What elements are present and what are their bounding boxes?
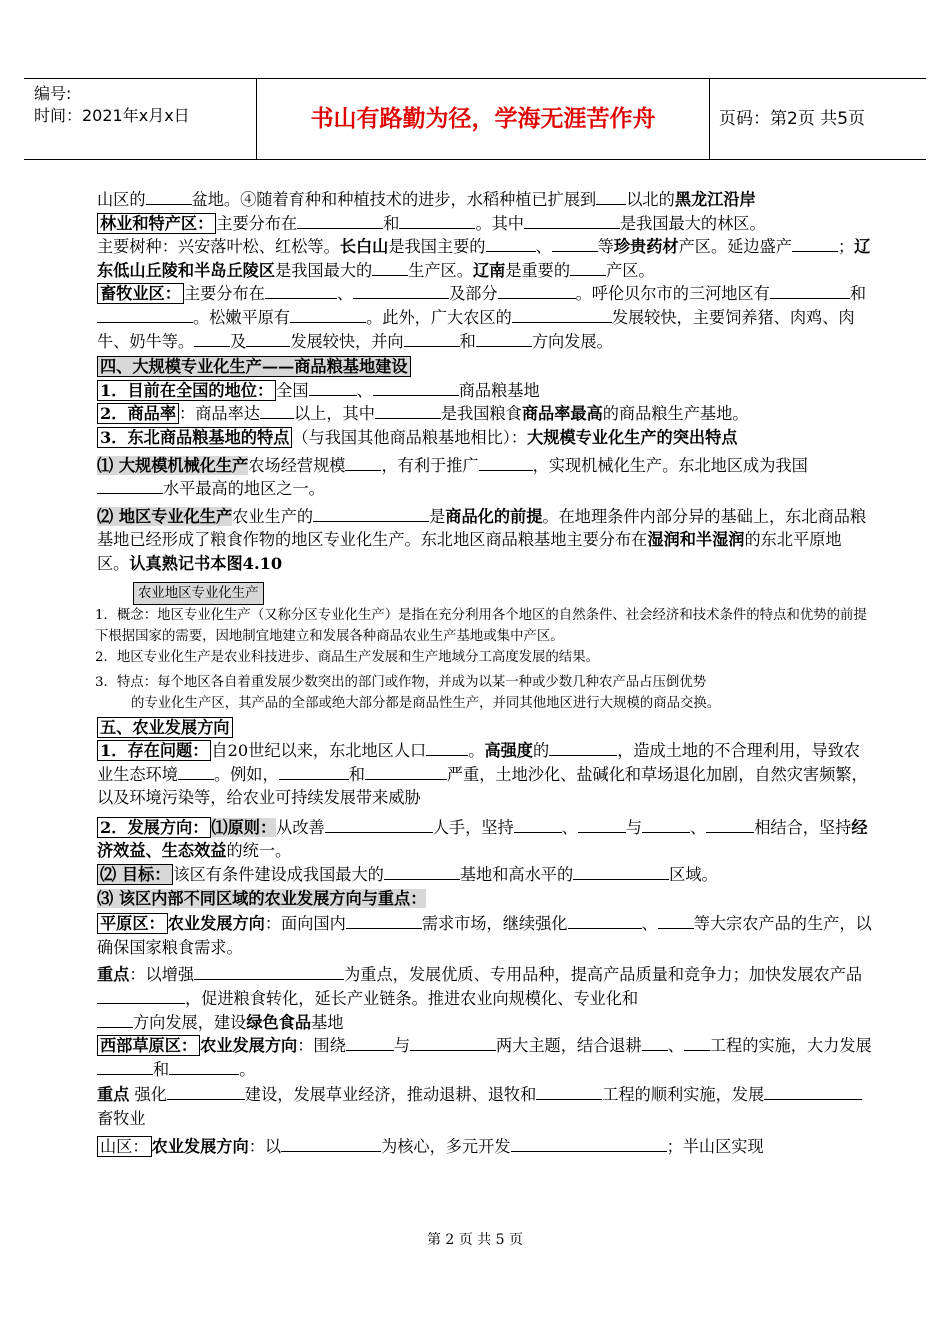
page-header: [24, 78, 926, 160]
paragraph: 畜牧业区： 主要分布在 、 及部分 。呼伦贝尔市的三河地区有 和。松嫩平原有 。此外，广大农区的 发展较快，主要饲养猪、肉鸡、肉牛、奶牛等。 及 发展较快，并向 和 方向发展。: [97, 284, 867, 351]
paragraph: 林业和特产区： 主要分布在 和 。其中 是我国最大的林区。: [97, 212, 872, 236]
note-text: 2．地区专业化生产是农业科技进步、商品生产发展和生产地域分工高度发展的结果。: [95, 649, 599, 665]
section-heading: 五、农业发展方向: [97, 716, 872, 740]
item-label: ⑵ 地区专业化生产: [97, 506, 233, 526]
item-label: 1．存在问题：: [97, 740, 211, 761]
document-time: 时间：2021年x月x日: [34, 106, 190, 125]
section-heading: 四、大规模专业化生产——商品粮基地建设: [97, 355, 872, 379]
paragraph: 平原区： 农业发展方向：面向国内 需求市场，继续强化 、 等大宗农产品的生产，以确保国家粮食需求。: [97, 914, 872, 957]
paragraph: ⑴ 大规模机械化生产农场经营规模 ，有利于推广 ，实现机械化生产。东北地区成为我国水平最高的地区之一。: [97, 455, 808, 499]
region-label: 平原区：: [97, 913, 168, 934]
paragraph: 西部草原区： 农业发展方向：围绕 与 两大主题，结合退耕 、 工程的实施，大力发展和 。: [97, 1034, 872, 1081]
section-label: 畜牧业区：: [97, 283, 184, 304]
note-text: 3．特点：每个地区各自着重发展少数突出的部门或作物，并成为以某一种或少数几种农产品占压倒优势: [95, 674, 707, 690]
item-label: 1．目前在全国的地位：: [97, 380, 276, 401]
document-number: 编号:: [34, 84, 72, 103]
paragraph: 2．商品率 ：商品率达 以上，其中 是我国粮食商品率最高的商品粮生产基地。: [97, 402, 872, 426]
section-label: 林业和特产区：: [97, 213, 216, 234]
region-label: 西部草原区：: [97, 1035, 200, 1056]
item-label: 2．发展方向：: [97, 817, 211, 838]
header-info: [24, 79, 256, 159]
paragraph: 重点 强化 建设，发展草业经济，推动退耕、退牧和 工程的顺利实施，发展畜牧业: [97, 1083, 872, 1130]
document-body: [97, 188, 872, 1158]
page-footer: 第 2 页 共 5 页: [426, 1232, 524, 1248]
paragraph: ⑵ 目标： 该区有条件建设成我国最大的 基地和高水平的 区域。: [97, 863, 872, 887]
item-label: 3．东北商品粮基地的特点: [97, 427, 292, 448]
note-text: 的专业化生产区，其产品的全部或绝大部分都是商品性生产，并同其他地区进行大规模的商品交换。: [131, 695, 721, 711]
paragraph: 山区： 农业发展方向：以 为核心，多元开发 ；半山区实现: [97, 1135, 872, 1159]
paragraph: 1．存在问题： 自20世纪以来，东北地区人口 。高强度的 ，造成土地的不合理利用，导致农业生态环境 。例如， 和 严重，土地沙化、盐碱化和草场退化加剧，自然灾害频繁，以及环境污染等，给农业可持续发展带来威胁: [97, 741, 868, 808]
item-label: 2．商品率: [97, 403, 179, 424]
item-label: ⑴ 大规模机械化生产: [97, 455, 249, 475]
paragraph: 重点：以增强 为重点，发展优质、专用品种，提高产品质量和竞争力；加快发展农产品，促进粮食转化，延长产业链条。推进农业向规模化、专业化和: [97, 965, 863, 1009]
item-label: ⑶ 该区内部不同区域的农业发展方向与重点：: [97, 888, 427, 908]
header-page-number: 页码：第2页 共5页: [719, 109, 866, 129]
item-label: ⑵ 目标：: [97, 864, 173, 885]
paragraph: 1．目前在全国的地位： 全国 、 商品粮基地: [97, 379, 872, 403]
paragraph: 主要树种：兴安落叶松、红松等。长白山是我国主要的 、 等珍贵药材产区。延边盛产 ；辽东低山丘陵和半岛丘陵区是我国最大的 生产区。辽南是重要的 产区。: [97, 237, 871, 280]
paragraph: [97, 887, 872, 911]
region-label: 山区：: [97, 1136, 152, 1157]
header-motto: 书山有路勤为径，学海无涯苦作舟: [256, 79, 710, 159]
paragraph: 2．发展方向： ⑴原则：从改善 人手，坚持 、 与 、 相结合，坚持经济效益、生态效益的统一。: [97, 817, 868, 861]
note-text: 1．概念：地区专业化生产（又称分区专业化生产）是指在充分利用各个地区的自然条件、社会经济和技术条件的特点和优势的前提下根据国家的需要，因地制宜地建立和发展各种商品农业生产基地或集中产区。: [95, 607, 867, 644]
paragraph: 方向发展，建设绿色食品基地: [97, 1011, 872, 1035]
note-title: 农业地区专业化生产: [133, 580, 872, 605]
paragraph: ⑵ 地区专业化生产农业生产的 是商品化的前提。在地理条件内部分异的基础上，东北商品粮基地已经形成了粮食作物的地区专业化生产。东北地区商品粮基地主要分布在湿润和半湿润的东北平原地区。认真熟记书本图4.10: [97, 506, 867, 573]
paragraph: 山区的 盆地。④随着育种和种植技术的进步，水稻种植已扩展到 以北的黑龙江沿岸: [97, 190, 756, 209]
paragraph: 3．东北商品粮基地的特点 （与我国其他商品粮基地相比）：大规模专业化生产的突出特点: [97, 426, 872, 450]
